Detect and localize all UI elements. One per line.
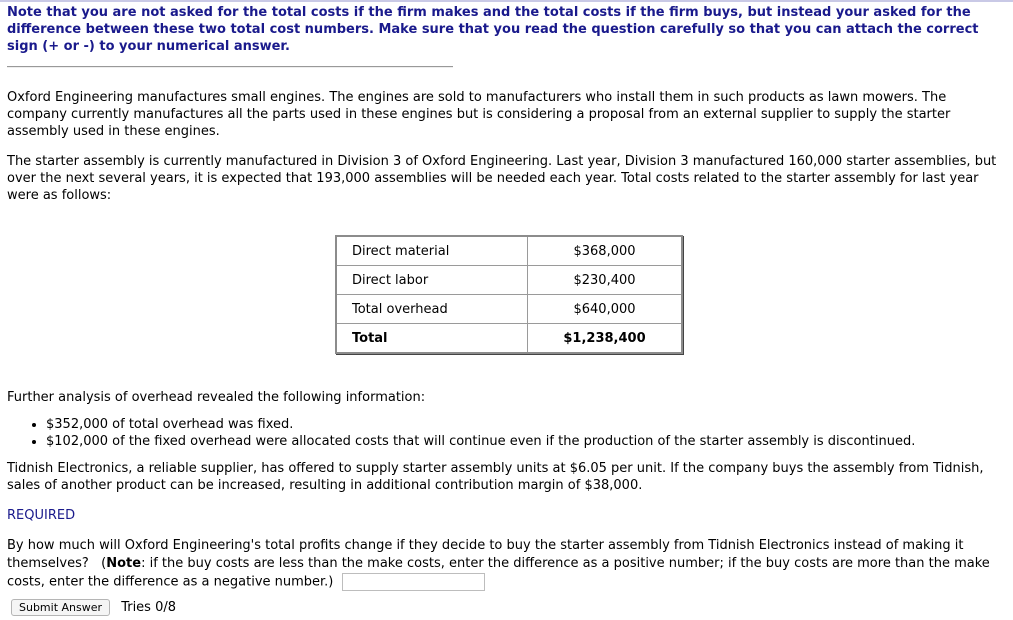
total-value: $1,238,400 — [528, 324, 683, 354]
instruction-note: Note that you are not asked for the total costs if the firm makes and the total costs if the firm buys, but instead your asked for the difference between these two total cost numbers. Make sure that you read the question carefully so that you can attach the correct sign (+ or -) to your numerical answer. — [7, 5, 979, 54]
cost-label: Direct material — [336, 236, 528, 266]
top-border — [0, 0, 1013, 2]
answer-input[interactable] — [342, 573, 485, 591]
intro-paragraph-2: The starter assembly is currently manufactured in Division 3 of Oxford Engineering. Last year, Division 3 manufactured 160,000 starter assemblies, but over the next several years, it is expected that 193,000 assemblies will be needed each year. Total costs related to the starter assembly for last year were as follows: — [7, 154, 997, 203]
table-row — [336, 266, 682, 295]
required-label: REQUIRED — [7, 508, 76, 523]
total-label: Total — [336, 324, 528, 354]
note-open: ( — [101, 556, 107, 571]
cost-table — [335, 235, 683, 354]
cost-label: Total overhead — [336, 295, 528, 324]
analysis-list — [0, 416, 1006, 450]
list-item: • $102,000 of the fixed overhead were allocated costs that will continue even if the production of the starter assembly is discontinued. — [46, 433, 1006, 450]
submit-answer-button[interactable]: Submit Answer — [11, 599, 110, 616]
submit-row — [11, 599, 176, 619]
analysis-heading: Further analysis of overhead revealed the following information: — [7, 390, 426, 405]
table-row — [336, 236, 682, 266]
cost-value: $640,000 — [528, 295, 683, 324]
supplier-offer-paragraph: Tidnish Electronics, a reliable supplier, has offered to supply starter assembly units at $6.05 per unit. If the company buys the assembly from Tidnish, sales of another product can be increased, resulting in additional contribution margin of $38,000. — [7, 461, 984, 493]
note-label: Note — [106, 556, 142, 571]
divider — [7, 66, 453, 68]
table-row — [336, 295, 682, 324]
intro-paragraph-1: Oxford Engineering manufactures small engines. The engines are sold to manufacturers who install them in such products as lawn mowers. The company currently manufactures all the parts used in these engines but is considering a proposal from an external supplier to supply the starter assembly used in these engines. — [7, 90, 951, 139]
table-total-row — [336, 324, 682, 354]
tries-counter: Tries 0/8 — [121, 600, 176, 615]
cost-value: $368,000 — [528, 236, 683, 266]
list-item: • $352,000 of total overhead was fixed. — [46, 416, 1006, 433]
cost-label: Direct labor — [336, 266, 528, 295]
cost-value: $230,400 — [528, 266, 683, 295]
question-text: By how much will Oxford Engineering's total profits change if they decide to buy the starter assembly from Tidnish Electronics instead of making it themselves? — [7, 538, 964, 571]
note-text: : if the buy costs are less than the make costs, enter the difference as a positive number; if the buy costs are more than the make costs, enter the difference as a negative number.) — [7, 556, 990, 590]
question-block — [7, 537, 1007, 592]
